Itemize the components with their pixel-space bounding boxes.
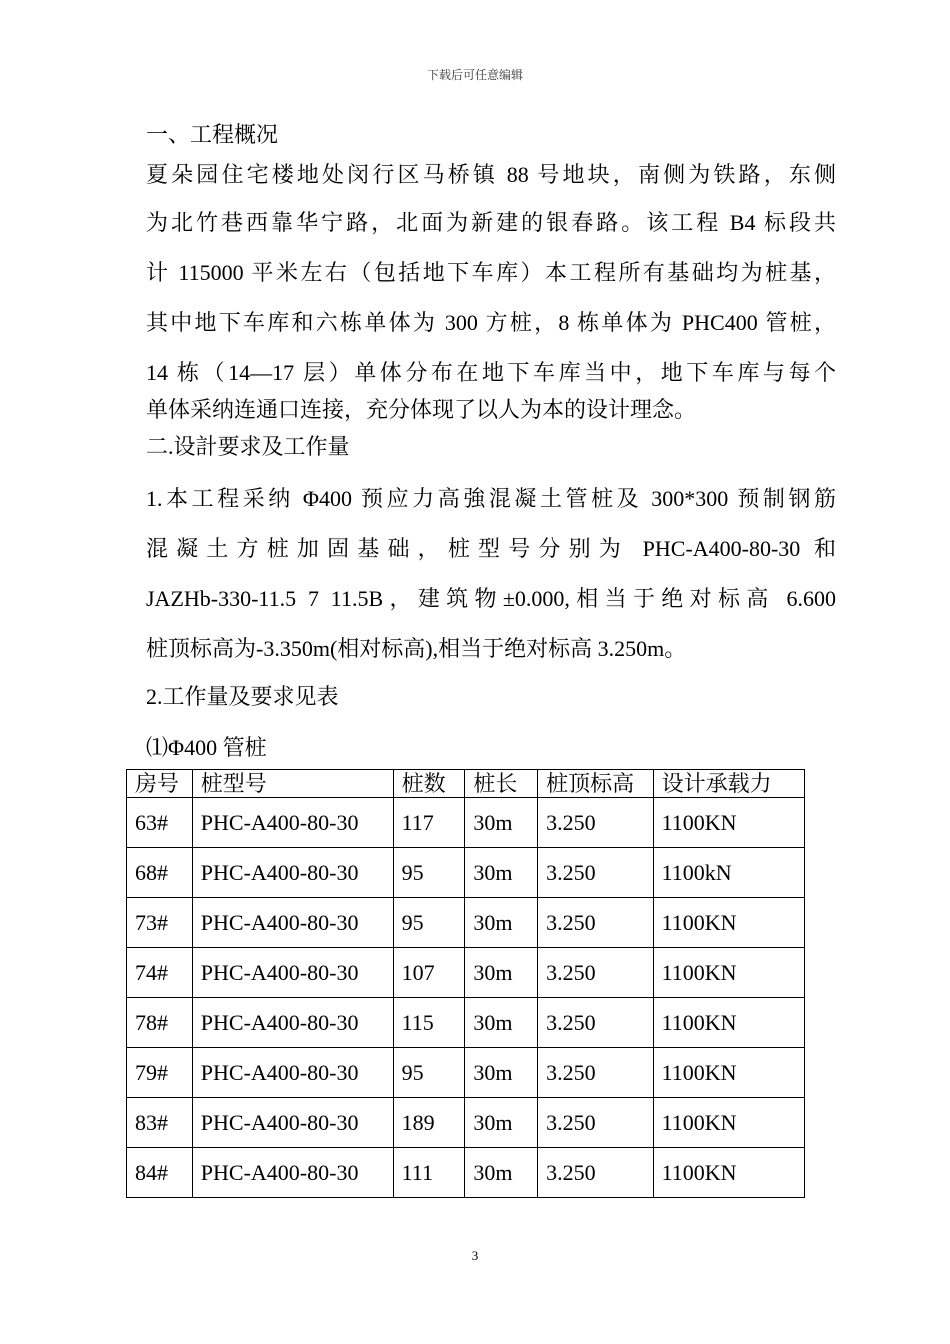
table-cell: 3.250 [538,1048,653,1098]
table-cell: 189 [393,1098,465,1148]
table-cell: 74# [127,948,193,998]
table-cell: PHC-A400-80-30 [192,1098,393,1148]
table-row [127,1098,805,1148]
table-title: ⑴Φ400 管桩 [146,735,267,760]
table-cell: 30m [465,1048,538,1098]
table-cell: PHC-A400-80-30 [192,948,393,998]
table-row [127,1148,805,1198]
table-cell: 1100KN [653,998,804,1048]
header-cell: 桩型号 [192,770,393,798]
paragraph-line: 其中地下车库和六栋单体为 300 方桩，8 栋单体为 PHC400 管桩， [146,310,836,335]
table-row [127,798,805,848]
table-cell: 3.250 [538,1098,653,1148]
paragraph-line: 为北竹巷西靠华宁路，北面为新建的银春路。该工程 B4 标段共 [146,210,836,235]
table-cell: 79# [127,1048,193,1098]
table-cell: 30m [465,948,538,998]
table-cell: 111 [393,1148,465,1198]
table-cell: 30m [465,848,538,898]
table-cell: 30m [465,1098,538,1148]
header-cell: 设计承载力 [653,770,804,798]
table-cell: 68# [127,848,193,898]
page-header: 下载后可任意编辑 [426,68,523,82]
table-cell: 30m [465,998,538,1048]
table-cell: PHC-A400-80-30 [192,848,393,898]
table-cell: 95 [393,848,465,898]
table-cell: 3.250 [538,998,653,1048]
header-cell: 桩顶标高 [538,770,653,798]
table-cell: 3.250 [538,848,653,898]
table-cell: 95 [393,898,465,948]
table-row [127,898,805,948]
table-cell: 84# [127,1148,193,1198]
table-cell: 3.250 [538,898,653,948]
table-cell: 83# [127,1098,193,1148]
table-cell: 107 [393,948,465,998]
paragraph-line: 单体采纳连通口连接，充分体现了以人为本的设计理念。 [146,397,697,422]
paragraph-line: 计 115000 平米左右（包括地下车库）本工程所有基础均为桩基， [146,260,836,285]
header-cell: 房号 [127,770,193,798]
paragraph-line: 夏朵园住宅楼地处闵行区马桥镇 88 号地块，南侧为铁路，东侧 [146,162,836,187]
table-cell: 1100kN [653,848,804,898]
table-row [127,848,805,898]
table-cell: 117 [393,798,465,848]
table-cell: 73# [127,898,193,948]
table-cell: 1100KN [653,1098,804,1148]
table-cell: 30m [465,798,538,848]
table-cell: PHC-A400-80-30 [192,798,393,848]
paragraph-line: 混凝土方桩加固基础，桩型号分别为 PHC-A400-80-30 和 [146,536,836,561]
table-row [127,998,805,1048]
header-cell: 桩长 [465,770,538,798]
page-number: 3 [471,1248,479,1263]
table-cell: 3.250 [538,798,653,848]
table-cell: PHC-A400-80-30 [192,998,393,1048]
table-cell: 3.250 [538,1148,653,1198]
table-row [127,1048,805,1098]
table-cell: 63# [127,798,193,848]
table-cell: PHC-A400-80-30 [192,898,393,948]
paragraph-line: JAZHb-330-11.5 7 11.5B，建筑物±0.000,相当于绝对标高 6.600 [146,586,836,611]
table-cell: 1100KN [653,898,804,948]
pile-table [126,769,805,1198]
table-cell: PHC-A400-80-30 [192,1148,393,1198]
table-cell: 78# [127,998,193,1048]
table-cell: PHC-A400-80-30 [192,1048,393,1098]
table-cell: 30m [465,1148,538,1198]
table-cell: 115 [393,998,465,1048]
paragraph-line: 14 栋（14—17 层）单体分布在地下车库当中，地下车库与每个 [146,360,836,385]
paragraph-line: 桩顶标高为-3.350m(相对标高),相当于绝对标高 3.250m。 [146,636,687,661]
table-cell: 1100KN [653,948,804,998]
table-row [127,948,805,998]
table-cell: 95 [393,1048,465,1098]
paragraph-line: 2.工作量及要求见表 [146,684,339,709]
table-header-row [127,770,805,798]
table-cell: 3.250 [538,948,653,998]
table-cell: 30m [465,898,538,948]
table-cell: 1100KN [653,1148,804,1198]
paragraph-line: 1.本工程采纳 Φ400 预应力高強混凝土管桩及 300*300 预制钢筋 [146,486,836,511]
section-2-title: 二.设計要求及工作量 [146,434,350,459]
section-1-title: 一、工程概况 [146,122,279,147]
table-cell: 1100KN [653,1048,804,1098]
header-cell: 桩数 [393,770,465,798]
table-cell: 1100KN [653,798,804,848]
